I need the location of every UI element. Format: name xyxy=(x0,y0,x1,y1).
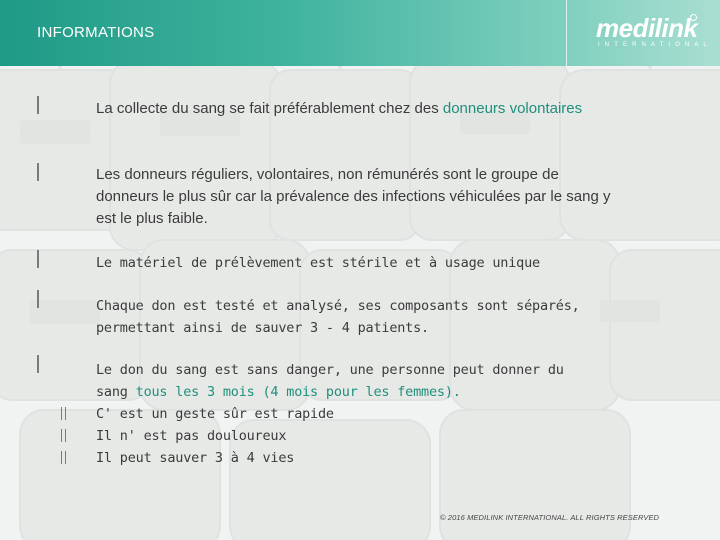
bullet-marker xyxy=(37,355,39,373)
bullet-item-4: Chaque don est testé et analysé, ses composants sont séparés, permettant ainsi de sauver 3 - 4 patients. xyxy=(96,298,580,336)
sub-item-2: Il n' est pas douloureux xyxy=(96,428,287,444)
sub-item-1: C' est un geste sûr est rapide xyxy=(96,406,334,422)
bullet-item-3: Le matériel de prélèvement est stérile et à usage unique xyxy=(96,255,540,271)
sub-item-3: Il peut sauver 3 à 4 vies xyxy=(96,450,295,466)
bullet-item-1-highlight: donneurs volontaires xyxy=(442,100,583,117)
sub-bullet-marker xyxy=(61,407,66,420)
bullet-item-1 xyxy=(96,98,616,120)
bullet-item-5-highlight: tous les 3 mois (4 mois pour les femmes). xyxy=(135,384,461,400)
bullet-item-2: Les donneurs réguliers, volontaires, non rémunérés sont le groupe de donneurs le plus sûr car la prévalence des infections véhiculées par le sang y est le plus faible. xyxy=(96,166,611,227)
bullet-item-5-text: Le don du sang est sans danger, une personne peut donner du sang xyxy=(96,362,564,400)
page-title: INFORMATIONS xyxy=(37,24,155,41)
header-bar xyxy=(0,0,720,66)
bullet-marker xyxy=(37,290,39,308)
sub-bullet-marker xyxy=(61,451,66,464)
bullet-marker xyxy=(37,250,39,268)
bullet-item-1-text: La collecte du sang se fait préférablement chez des xyxy=(96,100,443,117)
sub-bullet-marker xyxy=(61,429,66,442)
copyright-footer: © 2016 MEDILINK INTERNATIONAL. ALL RIGHTS RESERVED xyxy=(440,513,660,522)
logo-divider xyxy=(566,0,567,66)
logo-wordmark: medilink xyxy=(596,13,698,43)
bullet-item-5 xyxy=(96,359,576,403)
logo-subtitle: INTERNATIONAL xyxy=(598,42,712,48)
registered-mark-icon xyxy=(690,14,697,21)
medilink-logo xyxy=(596,12,712,52)
bullet-marker xyxy=(37,163,39,181)
bullet-marker xyxy=(37,96,39,114)
